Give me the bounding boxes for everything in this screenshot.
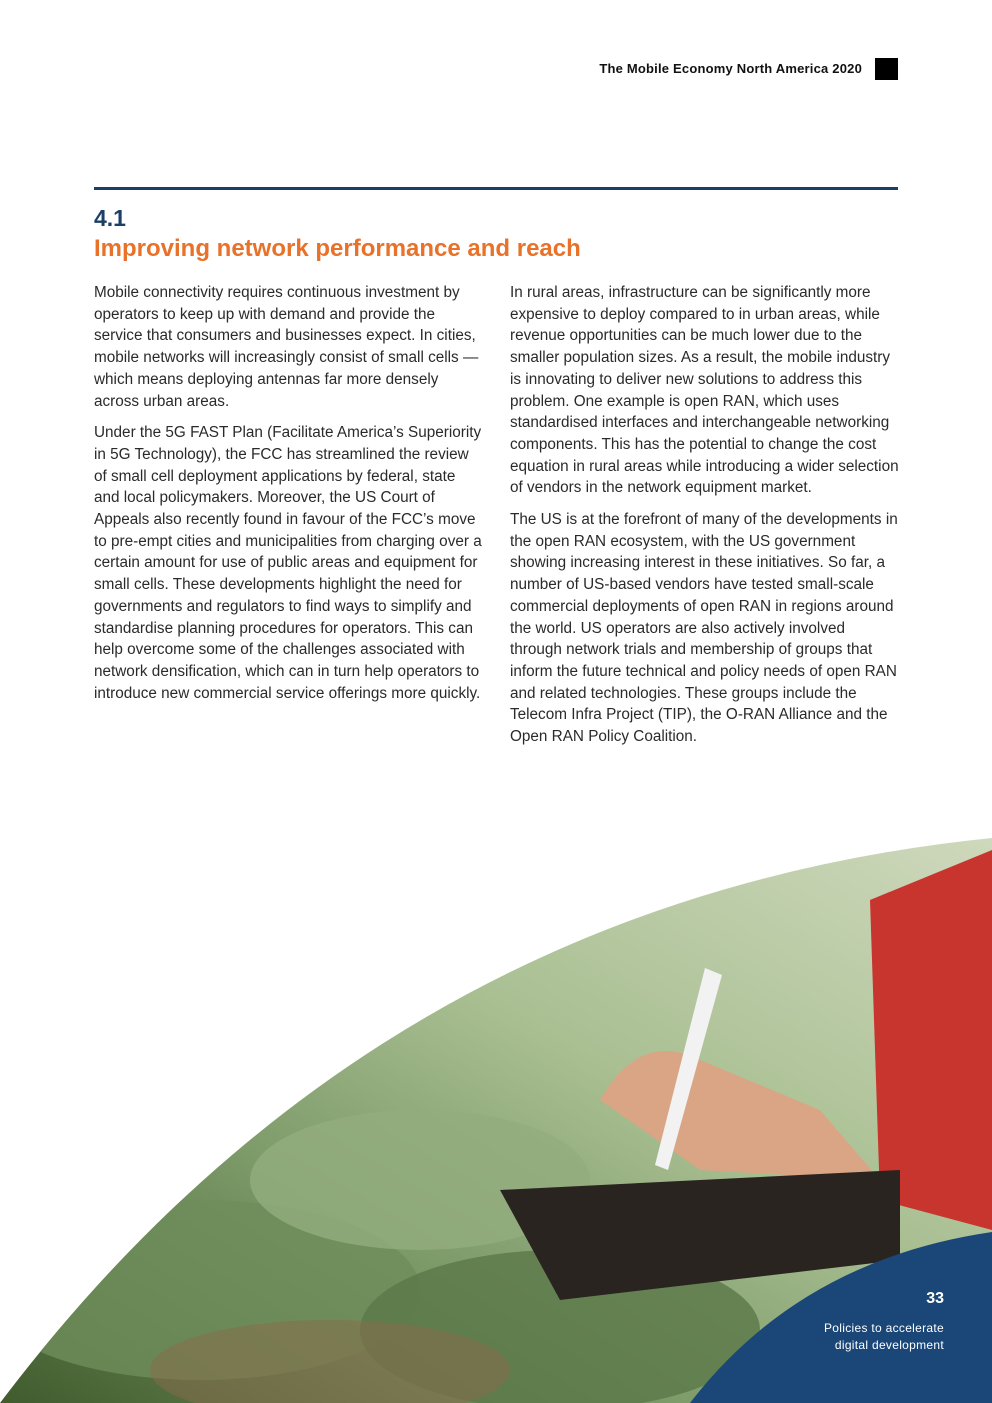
chapter-title-line: Policies to accelerate [824, 1321, 944, 1335]
chapter-title [824, 1320, 944, 1354]
paragraph: Mobile connectivity requires continuous investment by operators to keep up with demand and provide the service that consumers and businesses expect. In cities, mobile networks will increasingly consist of small cells — which means deploying antennas far more densely across urban areas. [94, 284, 479, 410]
running-header: The Mobile Economy North America 2020 [599, 61, 862, 76]
paragraph: In rural areas, infrastructure can be significantly more expensive to deploy compared to in urban areas, while revenue opportunities can be much lower due to the smaller population sizes. As a result, the mobile industry is innovating to deliver new solutions to address this problem. One example is open RAN, which uses standardised interfaces and interchangeable networking components. This has the potential to change the cost equation in rural areas while introducing a wider selection of vendors in the network equipment market. [510, 284, 899, 497]
paragraph: The US is at the forefront of many of the developments in the open RAN ecosystem, with the US government showing increasing interest in these initiatives. So far, a number of US-based vendors have tested small-scale commercial deployments of open RAN in regions around the world. US operators are also actively involved through network trials and membership of groups that inform the future technical and policy needs of open RAN and related technologies. These groups include the Telecom Infra Project (TIP), the O-RAN Alliance and the Open RAN Policy Coalition. [510, 511, 898, 746]
paragraph: Under the 5G FAST Plan (Facilitate America’s Superiority in 5G Technology), the FCC has streamlined the review of small cell deployment applications by federal, state and local policymakers. Moreover, the US Court of Appeals also recently found in favour of the FCC’s move to pre-empt cities and municipalities from charging over a certain amount for use of public areas and equipment for small cells. These developments highlight the need for governments and regulators to find ways to simplify and standardise planning procedures for operators. This can help overcome some of the challenges associated with network densification, which can in turn help operators to introduce new commercial service offerings more quickly. [94, 424, 482, 702]
section-number: 4.1 [94, 205, 126, 231]
page-number: 33 [926, 1290, 944, 1307]
section-title: Improving network performance and reach [94, 235, 581, 262]
chapter-title-line: digital development [834, 1338, 944, 1352]
